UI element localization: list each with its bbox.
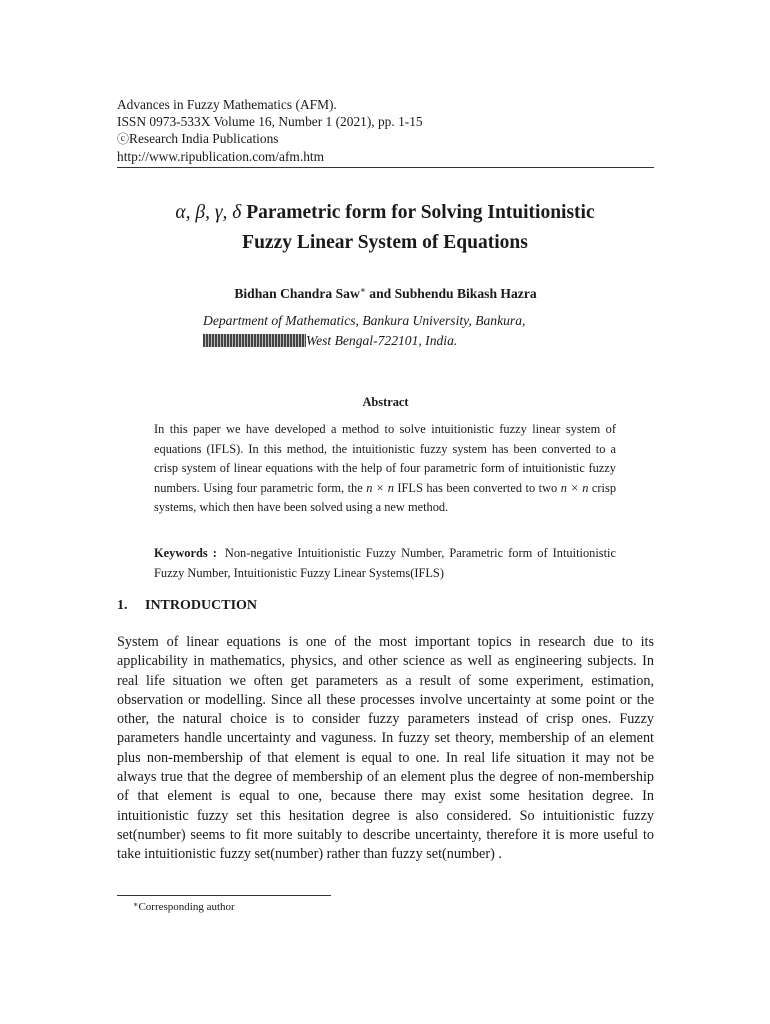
affiliation-line-1: Department of Mathematics, Bankura University, Bankura, [203, 313, 526, 328]
journal-issn: ISSN 0973-533X Volume 16, Number 1 (2021), pp. 1-15 [117, 114, 423, 129]
journal-header [117, 96, 654, 165]
corresponding-mark: ∗ [359, 285, 366, 295]
author-1: Bidhan Chandra Saw [234, 286, 360, 301]
publisher-name: Research India Publications [129, 131, 279, 146]
abstract-text-b: IFLS has been converted to two [393, 480, 561, 495]
author-2: Subhendu Bikash Hazra [394, 286, 537, 301]
footnote-mark: ∗ [133, 900, 139, 909]
copyright-symbol: ⓒ [117, 132, 130, 146]
header-rule [117, 167, 654, 168]
section-number: 1. [117, 598, 128, 613]
abstract-heading: Abstract [362, 395, 409, 409]
abstract-math-1: n × n [366, 480, 394, 495]
affiliation [203, 311, 525, 351]
abstract-text-a: In this paper we have developed a method to solve intuitionistic fuzzy linear system of equations (IFLS). In this method, the intuitionistic fuzzy system has been converted to a crisp system of linear equations with the help of four parametric form of intuitionistic fuzzy numbers. Using four parametric form, the [154, 422, 616, 495]
keywords [154, 544, 616, 583]
author-list [117, 285, 654, 302]
abstract-body [154, 420, 616, 518]
abstract-text-c: crisp systems, which then have been solved using a new method. [154, 480, 617, 514]
title-line-1-text: Parametric form for Solving Intuitionistic [241, 202, 595, 223]
printing-artifact [203, 334, 306, 347]
title-line-2: Fuzzy Linear System of Equations [242, 232, 528, 253]
title-line-1 [100, 198, 670, 228]
journal-publisher [117, 130, 654, 148]
section-heading [117, 598, 257, 614]
abstract-math-2: n × n [560, 480, 589, 495]
keywords-text: Non-negative Intuitionistic Fuzzy Number, Parametric form of Intuitionistic Fuzzy Number, Intuitionistic Fuzzy Linear Systems(IFLS) [154, 546, 616, 580]
section-title: INTRODUCTION [145, 598, 258, 613]
footnote [133, 900, 235, 913]
affiliation-line-2-text: West Bengal-722101, India. [306, 333, 458, 348]
introduction-paragraph: System of linear equations is one of the most important topics in research due to its applicability in mathematics, physics, and other science as well as engineering subjects. In real life situation we often get parameters as a result of some experiment, estimation, observation or modelling. Since all these processes involve uncertainty at some point or the other, the natural choice is to consider fuzzy parameters instead of crisp ones. Fuzzy parameters handle uncertainty and vaguness. In fuzzy set theory, membership of an element plus non-membership of that element is equal to one. In real life situation it may not be always true that the degree of membership of an element plus the degree of non-membership of that element is equal to one, because there may exist some hesitation degree. In intuitionistic fuzzy set this hesitation degree is also considered. So intuitionistic fuzzy set(number) seems to fit more suitably to describe uncertainty, therefore it is more useful to take intuitionistic fuzzy set(number) rather than fuzzy set(number) . [117, 634, 654, 863]
journal-name: Advances in Fuzzy Mathematics (AFM). [117, 97, 337, 112]
keywords-label: Keywords : [154, 546, 217, 560]
footnote-rule [117, 895, 331, 896]
journal-url: http://www.ripublication.com/afm.htm [117, 149, 325, 164]
author-connector: and [365, 286, 395, 301]
footnote-text: Corresponding author [138, 901, 235, 913]
paper-title [100, 198, 670, 258]
title-greek-letters: α, β, γ, δ [175, 202, 242, 223]
affiliation-line-2 [203, 331, 525, 351]
